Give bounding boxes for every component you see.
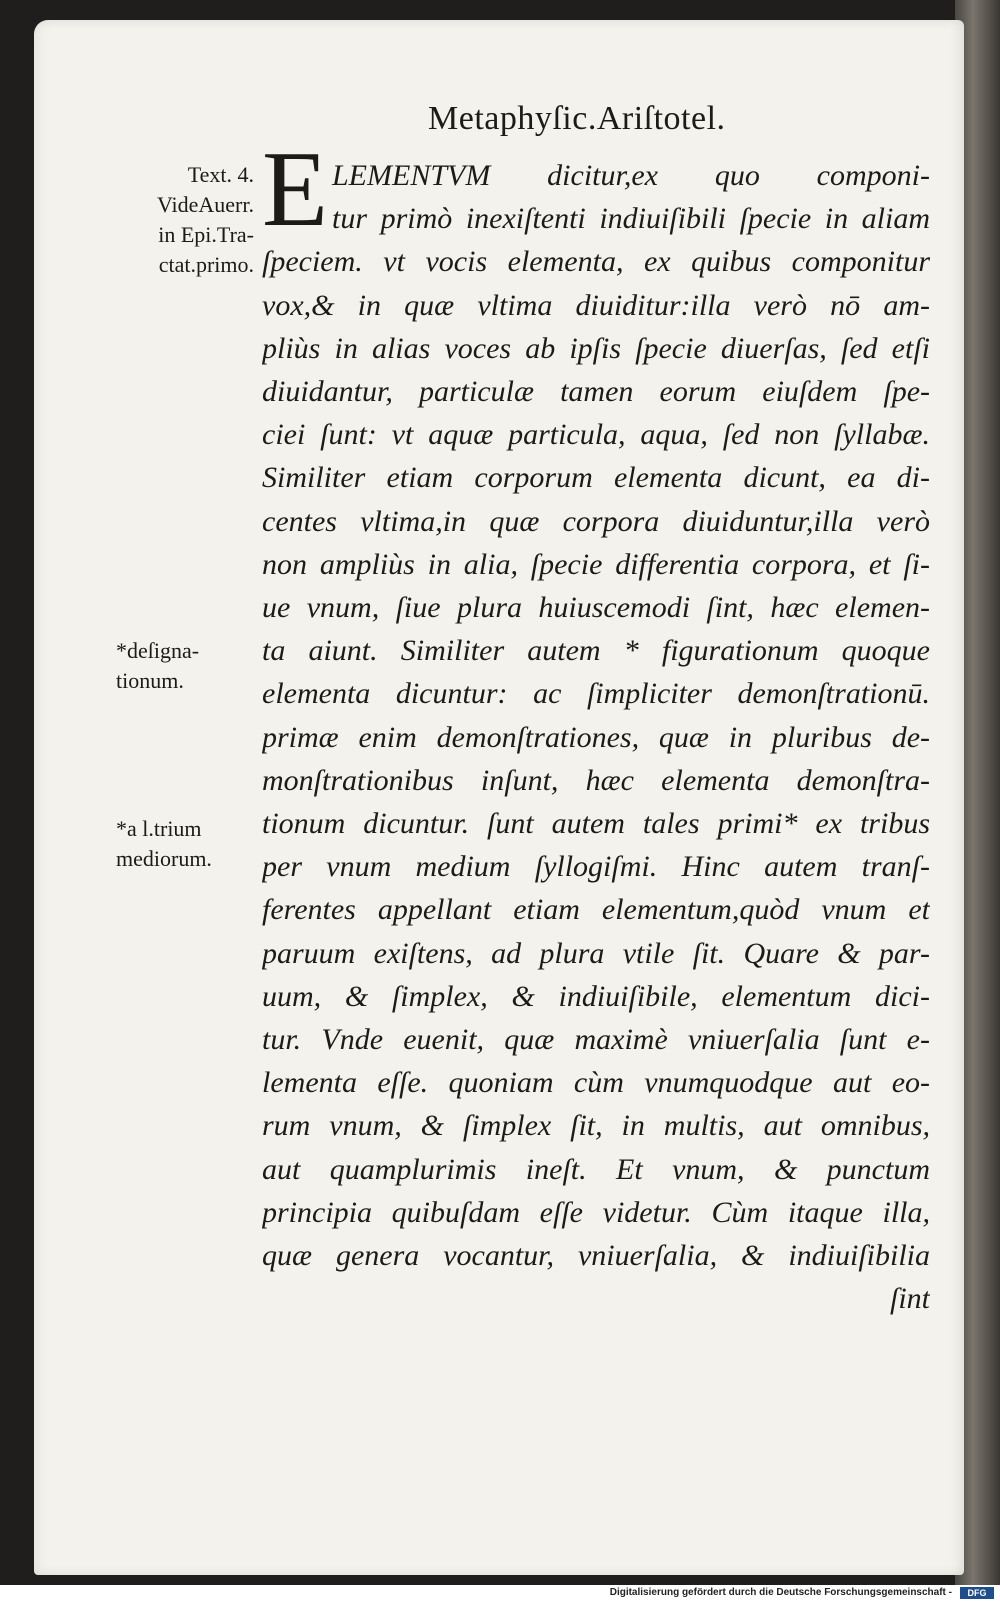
text-line: lementa eſſe. quoniam cùm vnumquodque aut eo- — [262, 1066, 930, 1100]
margin-note-line: mediorum. — [116, 846, 212, 871]
dfg-logo-icon[interactable]: DFG — [960, 1587, 994, 1599]
footer-credit: Digitalisierung gefördert durch die Deutsche Forschungsgemeinschaft - — [609, 1587, 952, 1598]
margin-note-line: tionum. — [116, 668, 184, 693]
text-line: principia quibuſdam eſſe videtur. Cùm itaque illa, — [262, 1195, 930, 1229]
text-line: ta aiunt. Similiter autem * figurationum quoque — [262, 634, 930, 668]
text-line: aut quamplurimis ineſt. Et vnum, & punctum — [262, 1152, 930, 1186]
margin-note-designationum — [116, 636, 199, 696]
text-line: primæ enim demonſtrationes, quæ in pluribus de- — [262, 720, 930, 754]
text-line: non ampliùs in alia, ſpecie differentia corpora, et ſi- — [262, 547, 930, 581]
running-head: Metaphyſic.Ariſtotel. — [428, 100, 726, 137]
margin-note-line: *a l.trium — [116, 816, 202, 841]
text-line: elementa dicuntur: ac ſimpliciter demonſtrationū. — [262, 677, 930, 711]
body-text — [262, 154, 930, 1320]
catchword: ſint — [889, 1282, 930, 1316]
margin-note-trium — [116, 814, 212, 874]
text-line: LEMENTVM dicitur,ex quo componi- — [332, 159, 930, 192]
text-line: ciei ſunt: vt aquæ particula, aqua, ſed non ſyllabæ. — [262, 418, 930, 452]
text-line: ſpeciem. vt vocis elementa, ex quibus componitur — [262, 245, 930, 279]
text-line: monſtrationibus inſunt, hæc elementa demonſtra- — [262, 763, 930, 797]
margin-note-line: in Epi.Tra- — [158, 222, 254, 247]
text-line: quæ genera vocantur, vniuerſalia, & indiuiſibilia — [262, 1239, 930, 1273]
margin-note-line: ctat.primo. — [158, 252, 254, 277]
text-line: uum, & ſimplex, & indiuiſibile, elementum dici- — [262, 979, 930, 1013]
text-line: pliùs in alias voces ab ipſis ſpecie diuerſas, ſed etſi — [262, 331, 930, 365]
text-line: ue vnum, ſiue plura huiuscemodi ſint, hæc elemen- — [262, 591, 930, 625]
text-line: tur. Vnde euenit, quæ maximè vniuerſalia ſunt e- — [262, 1023, 930, 1057]
text-line: Similiter etiam corporum elementa dicunt, ea di- — [262, 461, 930, 495]
text-line: diuidantur, particulæ tamen eorum eiuſdem ſpe- — [262, 375, 930, 409]
text-line: rum vnum, & ſimplex ſit, in multis, aut omnibus, — [262, 1109, 930, 1143]
text-line: tionum dicuntur. ſunt autem tales primi* ex tribus — [262, 807, 930, 841]
text-line: ferentes appellant etiam elementum,quòd vnum et — [262, 893, 930, 927]
drop-cap: E — [262, 130, 328, 249]
margin-note-line: Text. 4. — [187, 162, 254, 187]
margin-note-line: VideAuerr. — [156, 192, 254, 217]
text-line: paruum exiſtens, ad plura vtile ſit. Quare & par- — [262, 936, 930, 970]
text-line: tur primò inexiſtenti indiuiſibili ſpecie in aliam — [332, 202, 930, 236]
margin-note-text4 — [116, 160, 254, 280]
text-line: centes vltima,in quæ corpora diuiduntur,illa verò — [262, 504, 930, 538]
text-line: vox,& in quæ vltima diuiditur:illa verò nō am- — [262, 288, 930, 322]
text-line: per vnum medium ſyllogiſmi. Hinc autem tranſ- — [262, 850, 930, 884]
margin-note-line: *deſigna- — [116, 638, 200, 663]
